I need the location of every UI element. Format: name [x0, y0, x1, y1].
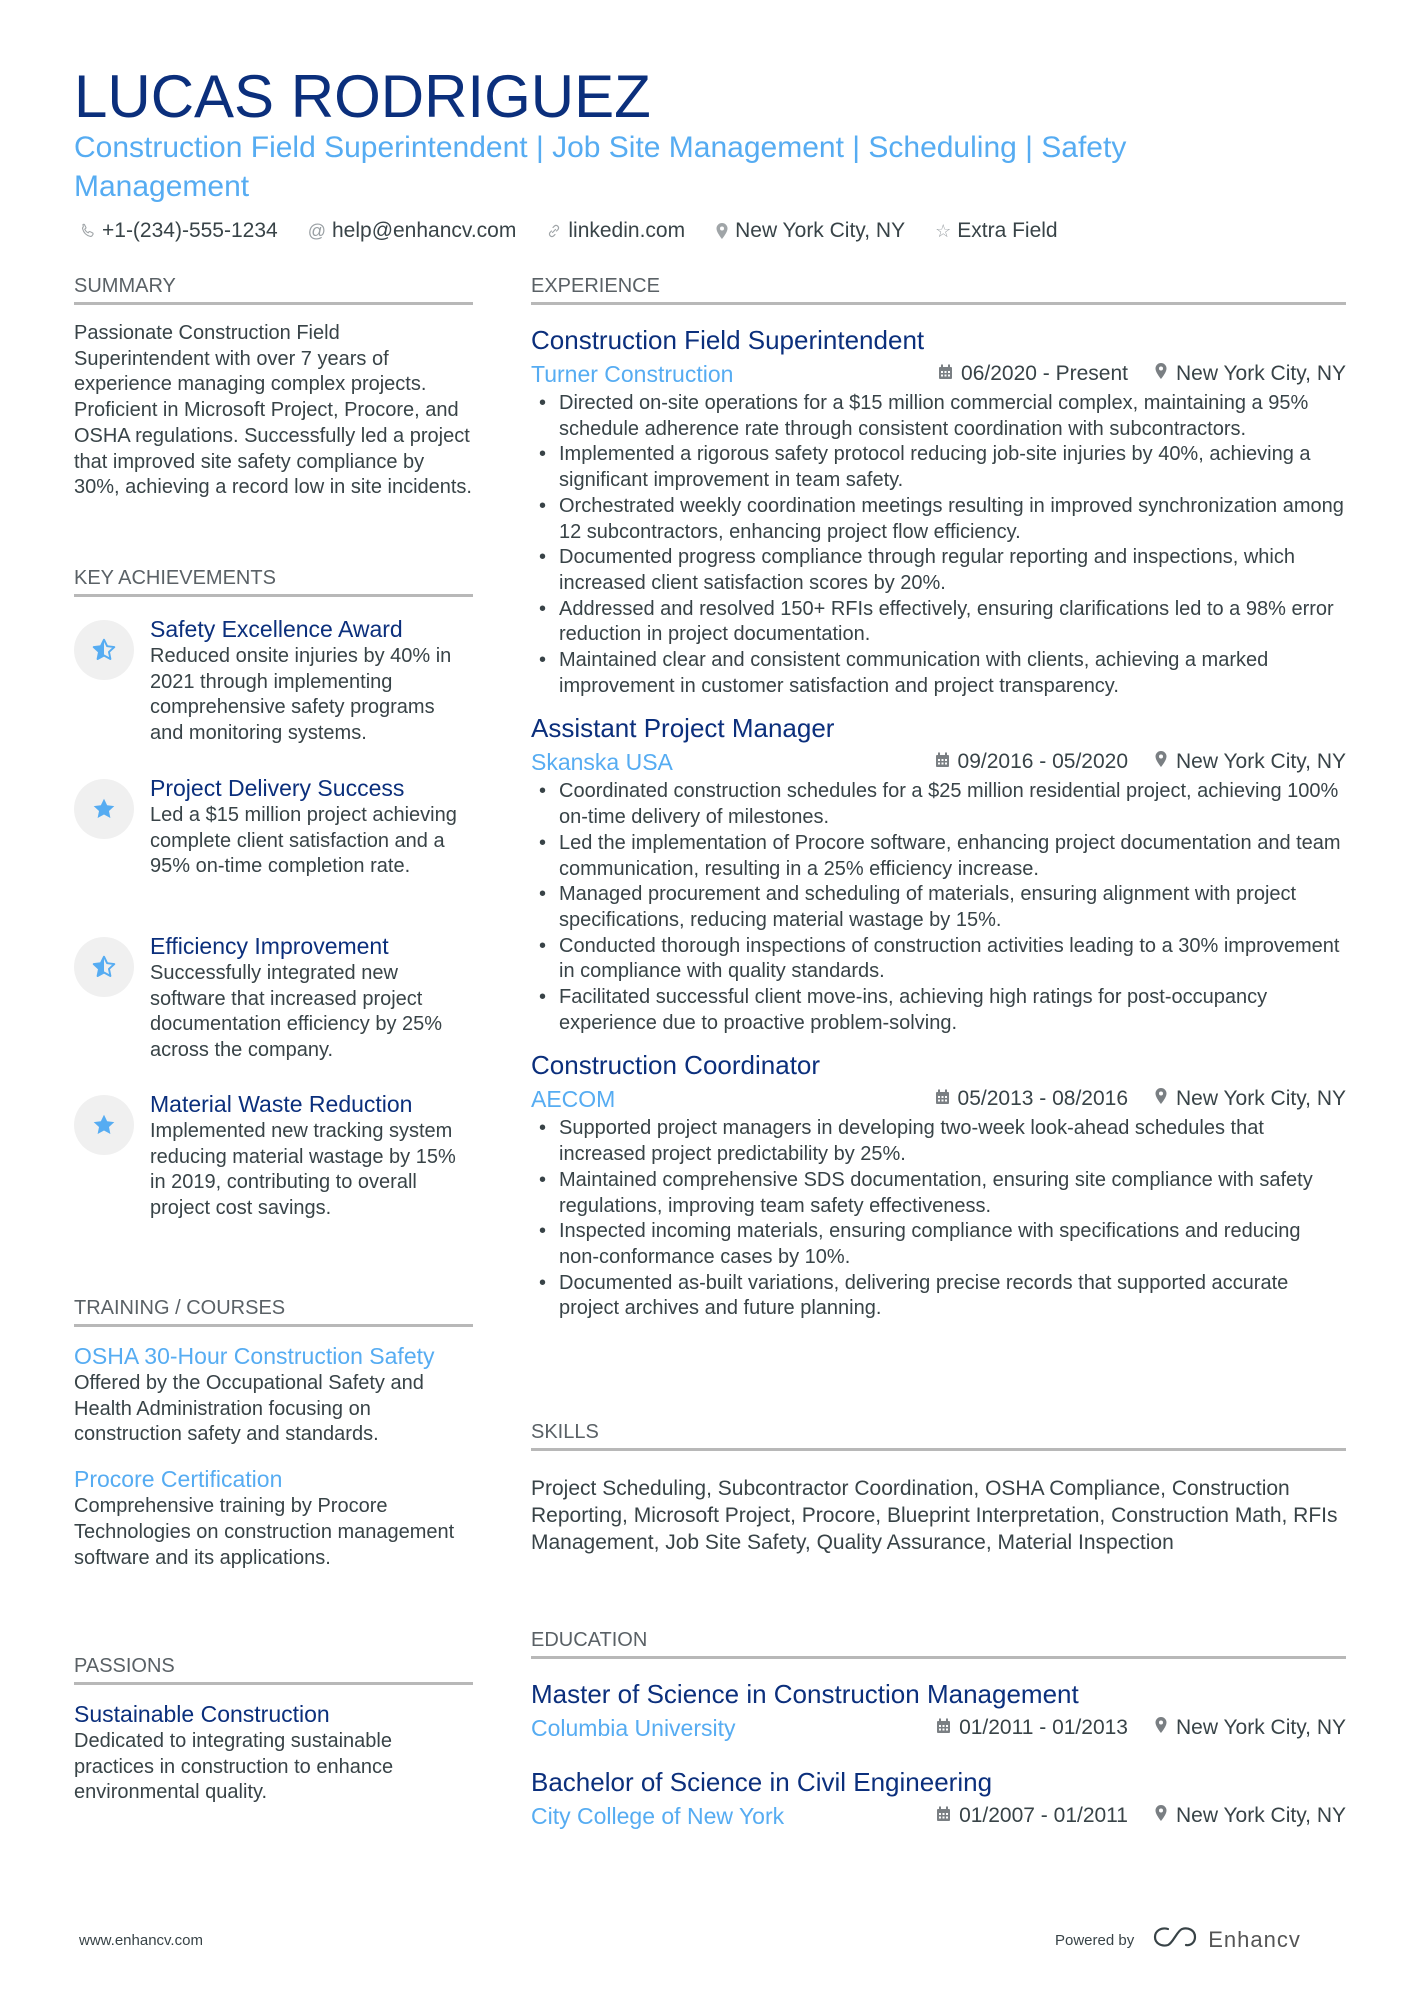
bullet-item: • Orchestrated weekly coordination meetings resulting in improved synchronization among 12 subcontractors, enhancing project flow efficiency.: [531, 494, 1346, 545]
job-bullets: [531, 779, 1346, 1036]
achievement-title: Project Delivery Success: [150, 775, 405, 801]
achievement-text: Reduced onsite injuries by 40% in 2021 through implementing comprehensive safety programs and monitoring systems.: [150, 645, 452, 745]
job-location: New York City, NY: [1176, 362, 1346, 385]
location-pin-icon: [715, 222, 729, 240]
company-name: AECOM: [531, 1085, 616, 1112]
achievements-heading: KEY ACHIEVEMENTS: [74, 566, 473, 597]
summary-section: [74, 274, 473, 501]
phone-icon: [80, 223, 96, 239]
bullet-item: • Coordinated construction schedules for a $25 million residential project, achieving 100% on-time delivery of milestones.: [531, 779, 1346, 830]
course-item: [74, 1341, 473, 1448]
skills-section: [531, 1420, 1346, 1556]
job-bullets: [531, 1116, 1346, 1322]
training-heading: TRAINING / COURSES: [74, 1296, 473, 1327]
achievements-section: [74, 566, 473, 597]
contact-location-text: New York City, NY: [735, 219, 906, 242]
star-icon: [74, 1095, 134, 1155]
powered-by-label: Powered by: [1055, 1931, 1135, 1949]
job-title: Assistant Project Manager: [531, 713, 835, 744]
experience-heading: EXPERIENCE: [531, 274, 1346, 305]
bullet-item: • Directed on-site operations for a $15 million commercial complex, maintaining a 95% schedule adherence rate through consistent coordination with subcontractors.: [531, 391, 1346, 442]
achievement-item: [74, 931, 473, 1071]
location-pin-icon: [1154, 1087, 1168, 1111]
calendar-icon: [936, 1716, 951, 1740]
candidate-headline: Construction Field Superintendent | Job Site Management | Scheduling | Safety Management: [74, 131, 1127, 203]
enhancv-logo-icon: [1152, 1924, 1198, 1956]
location-pin-icon: [1154, 1804, 1168, 1828]
passions-section: [74, 1654, 473, 1806]
course-text: Comprehensive training by Procore Technologies on construction management software and its applications.: [74, 1495, 455, 1569]
footer-website-link[interactable]: www.enhancv.com: [79, 1932, 203, 1949]
job-location: New York City, NY: [1176, 1087, 1346, 1111]
passion-text: Dedicated to integrating sustainable practices in construction to enhance environmental quality.: [74, 1730, 394, 1804]
achievement-item: [74, 1089, 473, 1259]
job-dates: 06/2020 - Present: [961, 362, 1128, 385]
contact-phone-text: +1-(234)-555-1234: [102, 219, 278, 242]
school-name: City College of New York: [531, 1802, 785, 1829]
calendar-icon: [935, 750, 950, 774]
calendar-icon: [936, 1804, 951, 1828]
link-icon: [546, 223, 562, 239]
contact-linkedin-text: linkedin.com: [568, 219, 686, 242]
contact-email-text: help@enhancv.com: [331, 219, 517, 242]
star-icon: [74, 779, 134, 839]
contact-location: [715, 217, 905, 245]
footer-branding: [1055, 1924, 1301, 1956]
bullet-item: • Implemented a rigorous safety protocol reducing job-site injuries by 40%, achieving a significant improvement in team safety.: [531, 442, 1346, 493]
company-name: Skanska USA: [531, 748, 673, 775]
contact-linkedin[interactable]: [546, 217, 685, 245]
education-dates: 01/2011 - 01/2013: [959, 1716, 1128, 1739]
bullet-item: • Facilitated successful client move-ins, achieving high ratings for post-occupancy experience due to proactive problem-solving.: [531, 985, 1346, 1036]
job-title: Construction Coordinator: [531, 1050, 821, 1081]
achievement-title: Efficiency Improvement: [150, 933, 389, 959]
course-text: Offered by the Occupational Safety and Health Administration focusing on construction safety and standards.: [74, 1372, 424, 1446]
summary-text: Passionate Construction Field Superintendent with over 7 years of experience managing complex projects. Proficient in Microsoft Project, Procore, and OSHA regulations. Successfully led a project that improved site safety compliance by 30%, achieving a record low in site incidents.: [74, 322, 472, 499]
education-location: New York City, NY: [1176, 1716, 1346, 1739]
course-item: [74, 1464, 473, 1571]
bullet-item: • Documented progress compliance through regular reporting and inspections, which increased client satisfaction scores by 20%.: [531, 545, 1346, 596]
summary-heading: SUMMARY: [74, 274, 473, 305]
bullet-item: • Supported project managers in developing two-week look-ahead schedules that increased project predictability by 25%.: [531, 1116, 1346, 1167]
star-half-icon: [74, 937, 134, 997]
contact-email[interactable]: [308, 217, 517, 245]
calendar-icon: [938, 362, 953, 386]
star-half-icon: [74, 620, 134, 680]
skills-text: Project Scheduling, Subcontractor Coordination, OSHA Compliance, Construction Reporting, Microsoft Project, Procore, Blueprint Interpretation, Construction Math, RFIs Management, Job Site Safety, Quality Assurance, Material Inspection: [531, 1477, 1338, 1554]
achievement-title: Safety Excellence Award: [150, 616, 403, 642]
achievement-item: [74, 614, 473, 774]
contact-extra-text: Extra Field: [957, 219, 1058, 242]
education-entry: [531, 1765, 1346, 1833]
contact-bar: [80, 217, 1058, 245]
contact-phone[interactable]: [80, 217, 278, 245]
bullet-item: • Conducted thorough inspections of construction activities leading to a 30% improvement in compliance with quality standards.: [531, 934, 1346, 985]
bullet-item: • Maintained comprehensive SDS documentation, ensuring site compliance with safety regulations, improving team safety effectiveness.: [531, 1168, 1346, 1219]
degree-title: Master of Science in Construction Management: [531, 1679, 1079, 1709]
passions-heading: PASSIONS: [74, 1654, 473, 1685]
achievement-text: Led a $15 million project achieving complete client satisfaction and a 95% on-time completion rate.: [150, 804, 457, 878]
star-outline-icon: ☆: [935, 221, 952, 241]
bullet-item: • Maintained clear and consistent communication with clients, achieving a marked improvement in customer satisfaction and project transparency.: [531, 648, 1346, 699]
achievement-item: [74, 773, 473, 913]
achievement-text: Implemented new tracking system reducing material wastage by 15% in 2019, contributing to overall project cost savings.: [150, 1120, 456, 1220]
education-dates: 01/2007 - 01/2011: [959, 1804, 1128, 1827]
bullet-item: • Addressed and resolved 150+ RFIs effectively, ensuring clarifications led to a 98% error reduction in project documentation.: [531, 597, 1346, 648]
school-name: Columbia University: [531, 1714, 736, 1741]
bullet-item: • Led the implementation of Procore software, enhancing project documentation and team communication, resulting in a 25% efficiency increase.: [531, 831, 1346, 882]
achievement-title: Material Waste Reduction: [150, 1091, 413, 1117]
candidate-name: LUCAS RODRIGUEZ: [74, 63, 651, 130]
location-pin-icon: [1154, 1716, 1168, 1740]
company-name: Turner Construction: [531, 360, 734, 387]
calendar-icon: [935, 1087, 950, 1111]
location-pin-icon: [1154, 362, 1168, 386]
course-title: OSHA 30-Hour Construction Safety: [74, 1343, 435, 1369]
enhancv-logo[interactable]: [1152, 1924, 1301, 1956]
bullet-item: • Inspected incoming materials, ensuring compliance with specifications and reducing non-conformance cases by 10%.: [531, 1219, 1346, 1270]
job-bullets: [531, 391, 1346, 699]
training-section: [74, 1296, 473, 1571]
skills-heading: SKILLS: [531, 1420, 1346, 1451]
at-icon: @: [307, 221, 326, 241]
education-entry: [531, 1677, 1346, 1745]
job-dates: 09/2016 - 05/2020: [957, 750, 1128, 774]
job-dates: 05/2013 - 08/2016: [957, 1087, 1128, 1111]
passion-title: Sustainable Construction: [74, 1701, 330, 1727]
experience-section: [531, 274, 1346, 1322]
bullet-item: • Documented as-built variations, delivering precise records that supported accurate project archives and future planning.: [531, 1271, 1346, 1322]
degree-title: Bachelor of Science in Civil Engineering: [531, 1767, 993, 1797]
job-entry: [531, 323, 1346, 699]
contact-extra: [935, 217, 1058, 245]
job-title: Construction Field Superintendent: [531, 325, 925, 355]
achievement-text: Successfully integrated new software that increased project documentation efficiency by 25% across the company.: [150, 962, 443, 1062]
job-entry: [531, 1048, 1346, 1322]
education-location: New York City, NY: [1176, 1804, 1346, 1827]
location-pin-icon: [1154, 750, 1168, 774]
course-title: Procore Certification: [74, 1466, 283, 1493]
education-heading: EDUCATION: [531, 1628, 1346, 1659]
job-entry: [531, 711, 1346, 1036]
passion-item: [74, 1699, 473, 1806]
brand-name: Enhancv: [1208, 1927, 1301, 1952]
education-section: [531, 1628, 1346, 1833]
job-location: New York City, NY: [1176, 750, 1346, 774]
bullet-item: • Managed procurement and scheduling of materials, ensuring alignment with project specifications, reducing material wastage by 15%.: [531, 882, 1346, 933]
